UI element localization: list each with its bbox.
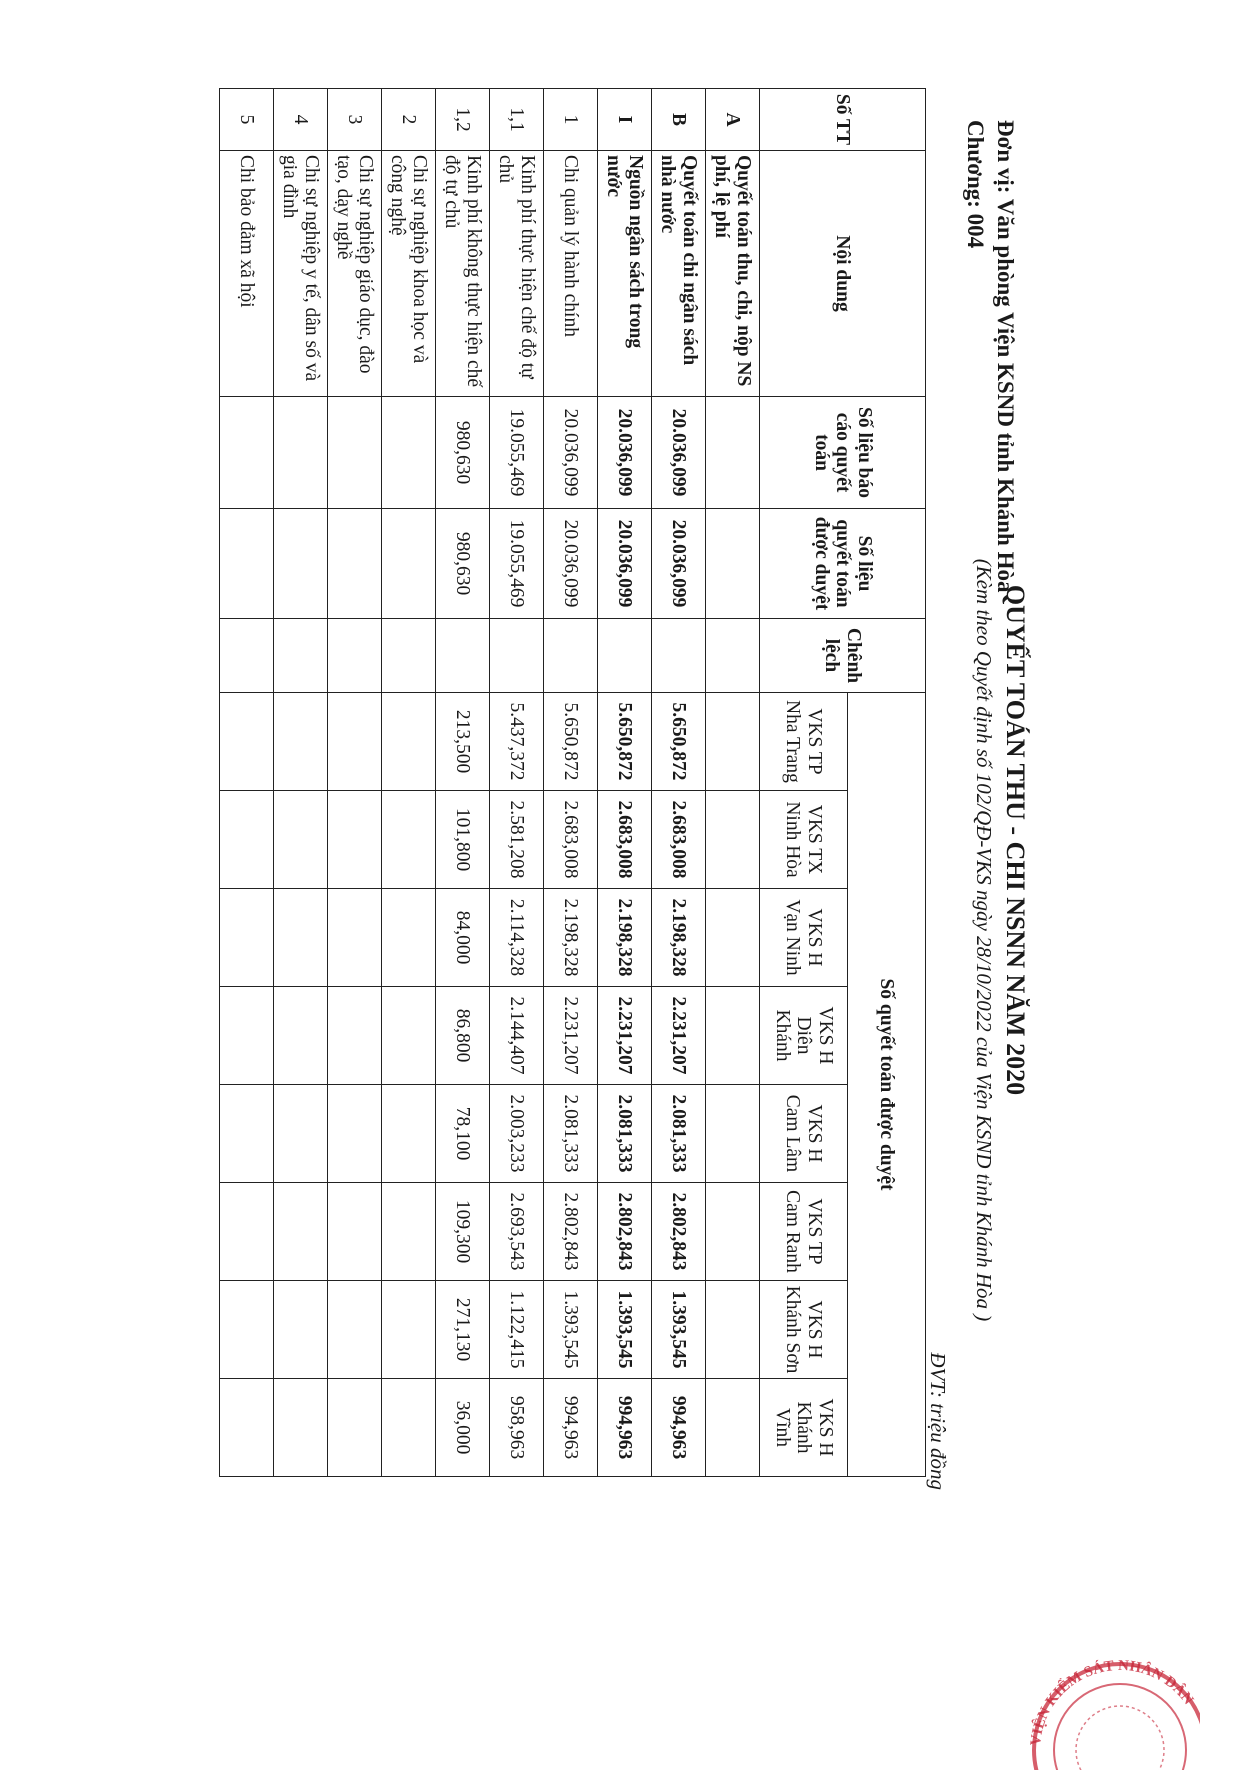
row-diff [382, 619, 436, 693]
row-unit-value: 2.081,333 [598, 1085, 652, 1183]
table-row [652, 89, 706, 1477]
row-reported [382, 397, 436, 509]
row-unit-value [382, 693, 436, 791]
row-stt: 1 [544, 89, 598, 151]
row-unit-value: 2.802,843 [598, 1183, 652, 1281]
row-unit-value [274, 889, 328, 987]
row-unit-value: 84,000 [436, 889, 490, 987]
row-unit-value [382, 791, 436, 889]
svg-text:VIỆN KIỂM SÁT NHÂN DÂN: VIỆN KIỂM SÁT NHÂN DÂN [1027, 1657, 1197, 1747]
table-row [706, 89, 760, 1477]
row-reported [274, 397, 328, 509]
row-unit-value: 2.144,407 [490, 987, 544, 1085]
row-content: Chi sự nghiệp y tế, dân số và gia đình [274, 151, 328, 397]
header-unit: VKS H Diên Khánh [760, 987, 848, 1085]
row-reported [328, 397, 382, 509]
row-unit-value [220, 1085, 274, 1183]
row-unit-value [328, 791, 382, 889]
header-reported: Số liệu báo cáo quyết toán [760, 397, 926, 509]
document-title: QUYẾT TOÁN THU - CHI NSNN NĂM 2020 [1001, 584, 1030, 1096]
row-diff [598, 619, 652, 693]
row-reported: 20.036,099 [544, 397, 598, 509]
row-approved [382, 509, 436, 619]
row-unit-value [274, 693, 328, 791]
row-unit-value: 213,500 [436, 693, 490, 791]
row-unit-value [382, 1085, 436, 1183]
row-stt: 5 [220, 89, 274, 151]
row-unit-value: 2.231,207 [652, 987, 706, 1085]
row-unit-value [328, 1379, 382, 1477]
row-reported: 980,630 [436, 397, 490, 509]
row-approved: 20.036,099 [544, 509, 598, 619]
table-row [274, 89, 328, 1477]
row-approved [706, 509, 760, 619]
header-unit: VKS TP Cam Ranh [760, 1183, 848, 1281]
row-unit-value [274, 1379, 328, 1477]
row-unit-value [706, 1183, 760, 1281]
row-stt: I [598, 89, 652, 151]
row-unit-value: 2.081,333 [544, 1085, 598, 1183]
row-approved [328, 509, 382, 619]
header-unit: VKS TP Nha Trang [760, 693, 848, 791]
table-row [598, 89, 652, 1477]
row-approved [220, 509, 274, 619]
row-unit-value [274, 791, 328, 889]
row-unit-value: 5.650,872 [652, 693, 706, 791]
row-content: Quyết toán chi ngân sách nhà nước [652, 151, 706, 397]
header-unit: VKS H Vạn Ninh [760, 889, 848, 987]
row-unit-value: 2.683,008 [652, 791, 706, 889]
row-content: Kinh phí thực hiện chế độ tự chủ [490, 151, 544, 397]
table-row [490, 89, 544, 1477]
header-approved: Số liệu quyết toán được duyệt [760, 509, 926, 619]
row-reported: 19.055,469 [490, 397, 544, 509]
row-unit-value: 994,963 [544, 1379, 598, 1477]
row-unit-value [220, 693, 274, 791]
row-unit-value [328, 693, 382, 791]
row-unit-value: 2.198,328 [598, 889, 652, 987]
header-unit: VKS H Cam Lâm [760, 1085, 848, 1183]
row-diff [490, 619, 544, 693]
row-diff [706, 619, 760, 693]
row-unit-value: 2.683,008 [598, 791, 652, 889]
row-content: Chi quản lý hành chính [544, 151, 598, 397]
row-unit-value [706, 1281, 760, 1379]
settlement-table [219, 88, 926, 1477]
row-content: Quyết toán thu, chi, nộp NS phí, lệ phí [706, 151, 760, 397]
row-diff [544, 619, 598, 693]
row-unit-value: 2.081,333 [652, 1085, 706, 1183]
row-diff [436, 619, 490, 693]
row-unit-value [328, 1183, 382, 1281]
header-unit: VKS H Khánh Sơn [760, 1281, 848, 1379]
header-approved-group: Số quyết toán được duyệt [848, 693, 926, 1477]
row-unit-value: 1.393,545 [652, 1281, 706, 1379]
row-unit-value [220, 987, 274, 1085]
table-row [220, 89, 274, 1477]
row-unit-value [382, 987, 436, 1085]
row-unit-value [328, 889, 382, 987]
row-unit-value [220, 791, 274, 889]
row-unit-value: 2.802,843 [544, 1183, 598, 1281]
row-unit-value: 109,300 [436, 1183, 490, 1281]
row-unit-value: 36,000 [436, 1379, 490, 1477]
currency-unit: ĐVT: triệu đồng [926, 1352, 950, 1490]
row-unit-value: 994,963 [652, 1379, 706, 1477]
row-unit-value: 2.198,328 [544, 889, 598, 987]
row-unit-value: 2.198,328 [652, 889, 706, 987]
row-approved: 20.036,099 [652, 509, 706, 619]
header-unit: VKS H Khánh Vĩnh [760, 1379, 848, 1477]
row-reported: 20.036,099 [652, 397, 706, 509]
row-approved [274, 509, 328, 619]
row-content: Kinh phí không thực hiện chế độ tự chủ [436, 151, 490, 397]
table-row [544, 89, 598, 1477]
row-unit-value: 2.581,208 [490, 791, 544, 889]
row-unit-value [706, 889, 760, 987]
row-unit-value [706, 1085, 760, 1183]
row-approved: 20.036,099 [598, 509, 652, 619]
table-row [382, 89, 436, 1477]
row-unit-value: 958,963 [490, 1379, 544, 1477]
row-stt: 3 [328, 89, 382, 151]
row-unit-value: 86,800 [436, 987, 490, 1085]
row-unit-value [220, 889, 274, 987]
row-unit-value [220, 1379, 274, 1477]
chapter-code: Chương: 004 [963, 120, 988, 249]
row-stt: 2 [382, 89, 436, 151]
row-approved: 980,630 [436, 509, 490, 619]
row-unit-value: 994,963 [598, 1379, 652, 1477]
row-content: Chi sự nghiệp khoa học và công nghệ [382, 151, 436, 397]
row-unit-value [706, 987, 760, 1085]
table-row [436, 89, 490, 1477]
row-content: Chi sự nghiệp giáo dục, đào tạo, dạy nghề [328, 151, 382, 397]
row-unit-value: 5.437,372 [490, 693, 544, 791]
row-unit-value: 5.650,872 [598, 693, 652, 791]
row-unit-value [274, 1183, 328, 1281]
header-unit: VKS TX Ninh Hòa [760, 791, 848, 889]
header-diff: Chênh lệch [760, 619, 926, 693]
red-seal-stamp [1020, 1650, 1200, 1770]
header-stt: Số TT [760, 89, 926, 151]
row-unit-value [706, 693, 760, 791]
row-unit-value [382, 889, 436, 987]
row-unit-value: 2.003,233 [490, 1085, 544, 1183]
row-unit-value [220, 1281, 274, 1379]
row-unit-value: 1.122,415 [490, 1281, 544, 1379]
row-unit-value: 1.393,545 [598, 1281, 652, 1379]
row-reported [706, 397, 760, 509]
row-unit-value [274, 987, 328, 1085]
row-unit-value [382, 1379, 436, 1477]
row-stt: 1,2 [436, 89, 490, 151]
row-unit-value [274, 1085, 328, 1183]
row-stt: 1,1 [490, 89, 544, 151]
row-unit-value: 271,130 [436, 1281, 490, 1379]
row-reported [220, 397, 274, 509]
document-subtitle: (Kèm theo Quyết định số 102/QĐ-VKS ngày 28/10/2022 của Viện KSND tỉnh Khánh Hòa ) [972, 558, 996, 1322]
row-unit-value: 2.114,328 [490, 889, 544, 987]
row-unit-value [706, 1379, 760, 1477]
row-unit-value [382, 1183, 436, 1281]
row-unit-value [328, 1085, 382, 1183]
row-stt: B [652, 89, 706, 151]
row-unit-value: 2.683,008 [544, 791, 598, 889]
row-unit-value: 2.231,207 [544, 987, 598, 1085]
row-stt: A [706, 89, 760, 151]
row-diff [274, 619, 328, 693]
unit-name: Đơn vị: Văn phòng Viện KSND tỉnh Khánh Hòa [993, 120, 1018, 593]
row-unit-value: 2.693,543 [490, 1183, 544, 1281]
row-unit-value [382, 1281, 436, 1379]
row-unit-value: 2.802,843 [652, 1183, 706, 1281]
row-unit-value: 101,800 [436, 791, 490, 889]
row-approved: 19.055,469 [490, 509, 544, 619]
row-unit-value: 1.393,545 [544, 1281, 598, 1379]
row-unit-value [328, 987, 382, 1085]
row-unit-value [328, 1281, 382, 1379]
row-unit-value: 2.231,207 [598, 987, 652, 1085]
row-unit-value: 5.650,872 [544, 693, 598, 791]
row-unit-value [706, 791, 760, 889]
table-row [328, 89, 382, 1477]
row-unit-value: 78,100 [436, 1085, 490, 1183]
row-stt: 4 [274, 89, 328, 151]
row-content: Nguồn ngân sách trong nước [598, 151, 652, 397]
row-reported: 20.036,099 [598, 397, 652, 509]
row-diff [328, 619, 382, 693]
row-unit-value [274, 1281, 328, 1379]
row-content: Chi bảo đảm xã hội [220, 151, 274, 397]
row-diff [652, 619, 706, 693]
header-content: Nội dung [760, 151, 926, 397]
row-unit-value [220, 1183, 274, 1281]
row-diff [220, 619, 274, 693]
